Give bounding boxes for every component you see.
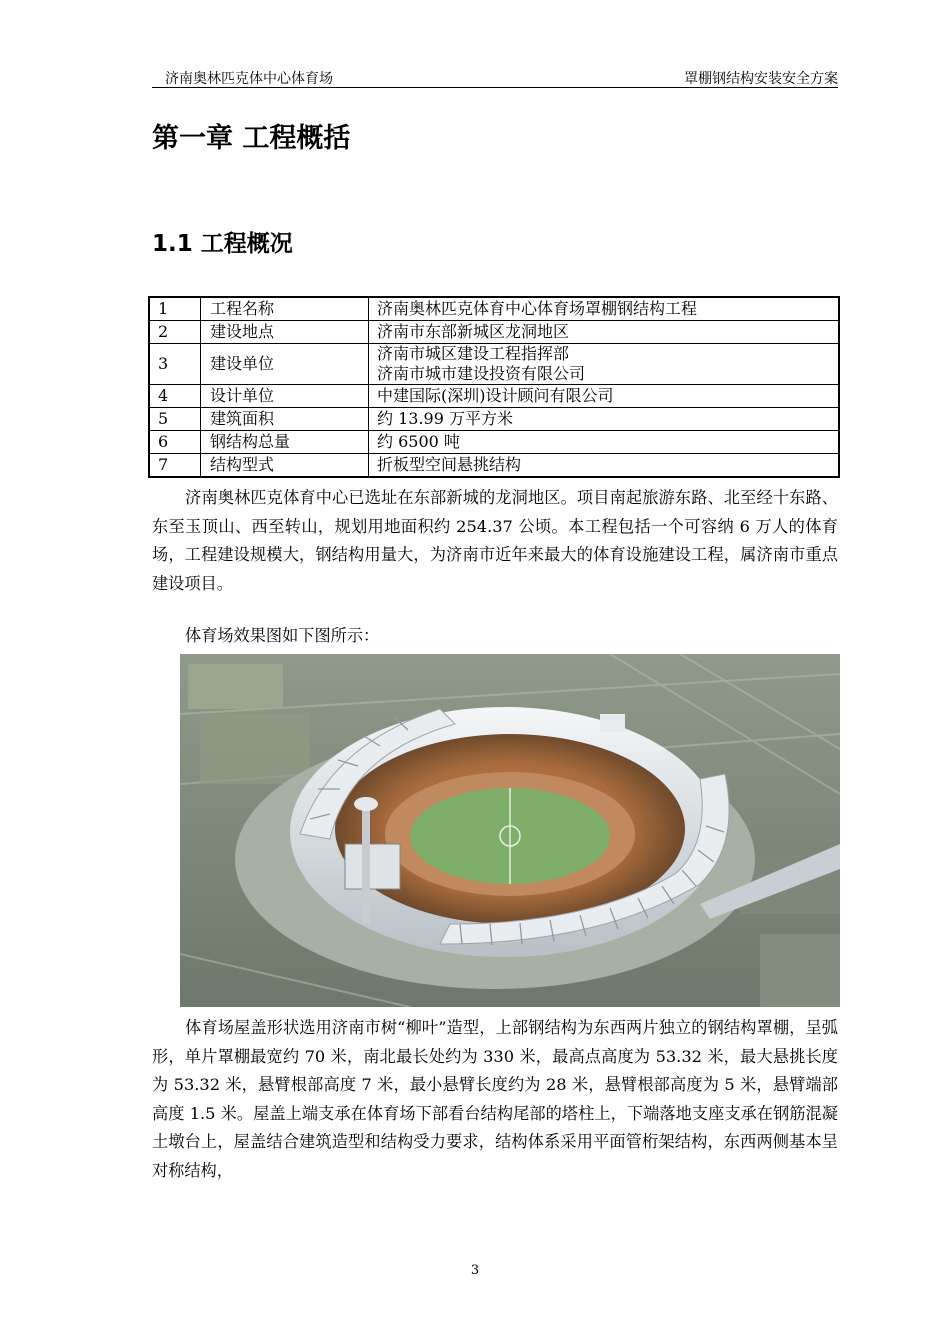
header-left-title: 济南奥林匹克体中心体育场 xyxy=(165,71,333,87)
table-row xyxy=(149,297,839,321)
table-row xyxy=(149,321,839,344)
row-value-line: 济南市东部新城区龙洞地区 xyxy=(377,322,570,341)
row-label: 建设地点 xyxy=(201,321,369,344)
row-number: 3 xyxy=(149,344,201,385)
row-label: 结构型式 xyxy=(201,454,369,478)
table-row xyxy=(149,344,839,385)
row-value xyxy=(369,431,840,454)
row-number: 1 xyxy=(149,297,201,321)
row-value xyxy=(369,344,840,385)
row-number: 5 xyxy=(149,408,201,431)
row-label: 工程名称 xyxy=(201,297,369,321)
row-number: 7 xyxy=(149,454,201,478)
row-number: 4 xyxy=(149,385,201,408)
table-row xyxy=(149,408,839,431)
section-title: 1.1 工程概况 xyxy=(152,231,293,257)
row-value xyxy=(369,385,840,408)
row-value-line: 济南奥林匹克体育中心体育场罩棚钢结构工程 xyxy=(377,299,698,318)
table-row xyxy=(149,454,839,478)
paragraph-roof-structure: 体育场屋盖形状选用济南市树“柳叶”造型，上部钢结构为东西两片独立的钢结构罩棚，呈弧形，单片罩棚最宽约 70 米，南北最长处约为 330 米，最高点高度为 53.32 米，最大悬挑长度为 53.32 米，悬臂根部高度 7 米，最小悬臂长度约为 28 米，悬臂根部高度为 5 米，悬臂端部高度 1.5 米。屋盖上端支承在体育场下部看台结构尾部的塔柱上，下端落地支座支承在钢筋混凝土墩台上，屋盖结合建筑造型和结构受力要求，结构体系采用平面管桁架结构，东西两侧基本呈对称结构， xyxy=(152,1018,838,1180)
row-value xyxy=(369,454,840,478)
row-label: 建筑面积 xyxy=(201,408,369,431)
page-number: 3 xyxy=(470,1263,480,1278)
row-value-line: 折板型空间悬挑结构 xyxy=(377,455,522,474)
row-value xyxy=(369,321,840,344)
project-info-table xyxy=(148,296,840,478)
table-row xyxy=(149,385,839,408)
stadium-rendering-image xyxy=(180,654,840,1007)
table-row xyxy=(149,431,839,454)
row-value xyxy=(369,408,840,431)
row-label: 钢结构总量 xyxy=(201,431,369,454)
row-label: 建设单位 xyxy=(201,344,369,385)
row-label: 设计单位 xyxy=(201,385,369,408)
row-value-line: 济南市城区建设工程指挥部 xyxy=(377,344,570,363)
chapter-title: 第一章 工程概括 xyxy=(152,123,351,154)
header-divider xyxy=(152,87,838,88)
paragraph-figure-intro: 体育场效果图如下图所示： xyxy=(185,626,380,645)
row-number: 6 xyxy=(149,431,201,454)
header-right-title: 罩棚钢结构安装安全方案 xyxy=(684,71,838,87)
row-value-line: 约 6500 吨 xyxy=(377,432,460,451)
row-value-line: 中建国际(深圳)设计顾问有限公司 xyxy=(377,386,614,405)
paragraph-location: 济南奥林匹克体育中心已选址在东部新城的龙洞地区。项目南起旅游东路、北至经十东路、东至玉顶山、西至转山，规划用地面积约 254.37 公顷。本工程包括一个可容纳 6 万人的体育场，工程建设规模大，钢结构用量大，为济南市近年来最大的体育设施建设工程，属济南市重点建设项目。 xyxy=(152,488,838,593)
row-value xyxy=(369,297,840,321)
row-value-line: 济南市城市建设投资有限公司 xyxy=(377,364,586,383)
row-number: 2 xyxy=(149,321,201,344)
row-value-line: 约 13.99 万平方米 xyxy=(377,409,513,428)
